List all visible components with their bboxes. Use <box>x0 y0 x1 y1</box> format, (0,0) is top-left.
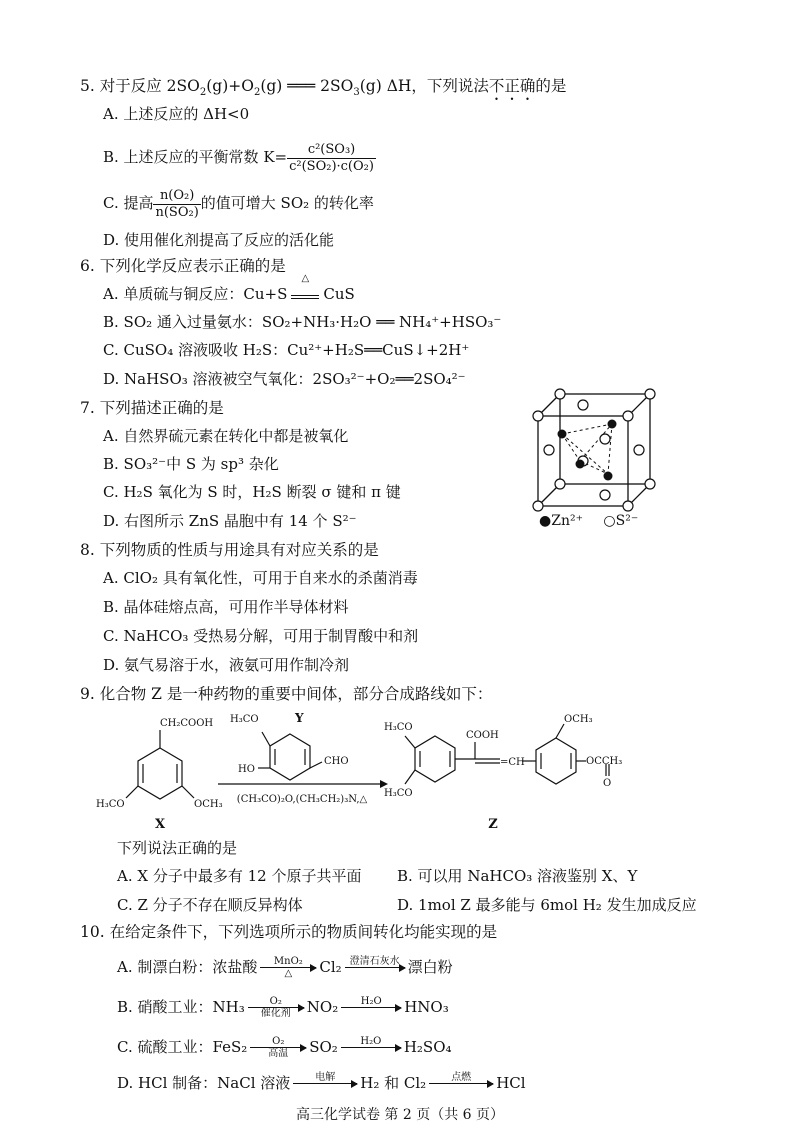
q9-option-d: D. 1mol Z 最多能与 6mol H₂ 发生加成反应 <box>397 896 697 914</box>
q10-b-arrow1 <box>248 996 304 1020</box>
q5-option-b <box>103 140 376 175</box>
q10-d-arrow2-condition: 点燃 <box>451 1072 472 1083</box>
compound-y-label: Y <box>295 711 304 725</box>
q7-option-b: B. SO₃²⁻中 S 为 sp³ 杂化 <box>103 455 279 473</box>
z-vinyl-ch: =CH <box>500 757 525 768</box>
q6-option-d: D. NaHSO₃ 溶液被空气氧化：2SO₃²⁻+O₂══2SO₄²⁻ <box>103 370 466 388</box>
q5-option-d: D. 使用催化剂提高了反应的活化能 <box>103 231 335 249</box>
zn-ion-atom <box>604 472 613 481</box>
s-ion-atom <box>634 445 644 455</box>
q10-d-product: HCl <box>496 1074 526 1092</box>
s-ion-atom <box>578 400 588 410</box>
s-ion-atom <box>533 501 543 511</box>
q10-a-intermediate: Cl₂ <box>319 958 342 976</box>
q5-ratio-numerator: n(O₂) <box>153 188 200 205</box>
q10-a-arrow1-reagent: MnO₂ <box>273 956 303 967</box>
q10-c-arrow2-reagent: H₂O <box>360 1036 382 1047</box>
y-benzene-ring <box>258 732 322 780</box>
q5-b-prefix: B. 上述反应的平衡常数 K= <box>103 148 288 166</box>
x-benzene-ring <box>126 730 194 799</box>
s-ion-atom <box>623 501 633 511</box>
q10-b-arrow1-condition: 催化剂 <box>260 1008 291 1019</box>
y-hydroxy-group: HO <box>238 764 255 775</box>
q10-b-arrow1-reagent: O₂ <box>269 996 282 1007</box>
q10-c-product: H₂SO₄ <box>403 1038 452 1056</box>
zn-legend-icon: ● <box>539 513 552 529</box>
q10-a-arrow1 <box>260 956 316 980</box>
q8-stem: 8. 下列物质的性质与用途具有对应关系的是 <box>80 541 379 559</box>
s-ion-atom <box>623 411 633 421</box>
q10-c-prefix: C. 硫酸工业：FeS₂ <box>117 1038 248 1056</box>
q6-a-product: CuS <box>323 285 355 303</box>
q8-option-d: D. 氨气易溶于水，液氨可用作制冷剂 <box>103 656 350 674</box>
q10-c-arrow1 <box>250 1036 306 1060</box>
q9-arrow-head <box>380 780 388 788</box>
q6-option-c: C. CuSO₄ 溶液吸收 H₂S：Cu²⁺+H₂S══CuS↓+2H⁺ <box>103 341 470 359</box>
q7-stem: 7. 下列描述正确的是 <box>80 399 224 417</box>
q10-d-arrow1-condition: 电解 <box>315 1072 336 1083</box>
q6-heat-condition <box>290 273 320 306</box>
s-ion-atom <box>533 411 543 421</box>
z-top-methoxy: H₃CO <box>384 722 413 733</box>
z-carbonyl-oxygen: O <box>603 778 612 789</box>
q5-stem-part: (g) ═══ 2SO <box>260 77 354 95</box>
s-ion-atom <box>555 389 565 399</box>
z-acetoxy-group: OCCH₃ <box>586 756 623 767</box>
q5-c-prefix: C. 提高 <box>103 194 154 212</box>
q10-b-prefix: B. 硝酸工业：NH₃ <box>117 998 245 1016</box>
q6-option-a <box>103 273 355 306</box>
s-ion-atom <box>600 490 610 500</box>
q10-d-arrow2 <box>429 1072 493 1096</box>
zn-ion-atom <box>576 460 585 469</box>
q9-option-b: B. 可以用 NaHCO₃ 溶液鉴别 X、Y <box>397 867 638 885</box>
q10-a-arrow1-condition: △ <box>284 968 293 979</box>
x-right-methoxy: OCH₃ <box>194 799 223 810</box>
q10-b-arrow2 <box>341 996 401 1020</box>
q6-a-prefix: A. 单质硫与铜反应：Cu+S <box>103 285 288 303</box>
q10-a-arrow2 <box>345 956 405 980</box>
q10-option-c <box>117 1036 452 1060</box>
zn-legend-label: Zn²⁺ <box>551 513 583 529</box>
zn-ion-atom <box>608 420 617 429</box>
q8-option-c: C. NaHCO₃ 受热易分解，可用于制胃酸中和剂 <box>103 627 419 645</box>
q10-c-arrow1-reagent: O₂ <box>272 1036 285 1047</box>
q5-option-c <box>103 186 374 221</box>
q10-a-arrow2-reagent: 澄清石灰水 <box>349 956 400 967</box>
s-ion-atom <box>645 479 655 489</box>
compound-z-label: Z <box>488 817 498 832</box>
q10-d-intermediate: H₂ 和 Cl₂ <box>360 1074 427 1092</box>
q5-negation-emphasis: 不正确 <box>488 77 536 95</box>
q10-option-d <box>117 1072 526 1096</box>
q10-a-prefix: A. 制漂白粉：浓盐酸 <box>117 958 258 976</box>
q5-ratio-denominator: n(SO₂) <box>155 204 199 220</box>
page-footer: 高三化学试卷 第 2 页（共 6 页） <box>295 1107 505 1123</box>
compound-x-label: X <box>154 817 166 832</box>
s-ion-atom <box>645 389 655 399</box>
q6-option-b: B. SO₂ 通入过量氨水：SO₂+NH₃·H₂O ══ NH₄⁺+HSO₃⁻ <box>103 313 502 331</box>
q5-k-numerator: c²(SO₃) <box>287 142 376 159</box>
q5-k-fraction <box>287 142 376 175</box>
s-ion-atom <box>544 445 554 455</box>
q9-stem: 9. 化合物 Z 是一种药物的重要中间体，部分合成路线如下： <box>80 685 493 703</box>
z-right-methoxy: OCH₃ <box>564 714 593 725</box>
q10-b-product: HNO₃ <box>404 998 449 1016</box>
y-aldehyde-group: CHO <box>324 756 349 767</box>
q9-option-a: A. X 分子中最多有 12 个原子共平面 <box>117 867 362 885</box>
q10-stem: 10. 在给定条件下，下列选项所示的物质间转化均能实现的是 <box>80 923 498 941</box>
q10-a-product: 漂白粉 <box>407 958 453 976</box>
q10-d-prefix: D. HCl 制备：NaCl 溶液 <box>117 1074 291 1092</box>
q10-b-intermediate: NO₂ <box>306 998 339 1016</box>
q8-option-a: A. ClO₂ 具有氧化性，可用于自来水的杀菌消毒 <box>103 569 418 587</box>
q10-option-b <box>117 996 449 1020</box>
s-legend-label: S²⁻ <box>615 513 639 529</box>
q5-stem: 5. 对于反应 $2SO_2(g)+O_2(g)$ ═══ $2SO_3(g)$ ΔH，下列说法不正确的是 <box>80 77 567 99</box>
q7-option-d: D. 右图所示 ZnS 晶胞中有 14 个 S²⁻ <box>103 512 357 530</box>
q10-c-arrow2 <box>341 1036 401 1060</box>
z-right-benzene-ring <box>522 724 609 784</box>
z-bottom-methoxy: H₃CO <box>384 788 413 799</box>
q5-option-a: A. 上述反应的 ΔH<0 <box>103 105 250 123</box>
q5-stem-part: 的是 <box>535 77 567 95</box>
q5-k-denominator: c²(SO₂)·c(O₂) <box>289 158 374 174</box>
x-ch2cooh-group: CH₂COOH <box>160 718 214 729</box>
s-ion-atom <box>555 479 565 489</box>
q7-option-a: A. 自然界硫元素在转化中都是被氧化 <box>103 427 349 445</box>
q10-option-a <box>117 956 453 980</box>
z-left-benzene-ring <box>405 736 500 784</box>
zns-legend <box>539 511 638 531</box>
q5-c-suffix: 的值可增大 SO₂ 的转化率 <box>200 194 374 212</box>
x-left-methoxy: H₃CO <box>96 799 125 810</box>
q5-stem-part: (g)+O <box>206 77 254 95</box>
y-methoxy-group: H₃CO <box>230 714 259 725</box>
q8-option-b: B. 晶体硅熔点高，可用作半导体材料 <box>103 598 349 616</box>
q7-option-c: C. H₂S 氧化为 S 时，H₂S 断裂 σ 键和 π 键 <box>103 483 401 501</box>
zn-ion-atom <box>558 430 567 439</box>
q10-d-arrow1 <box>293 1072 357 1096</box>
q9-sub-stem: 下列说法正确的是 <box>117 839 238 857</box>
q5-ratio-fraction <box>153 188 200 221</box>
q9-synthesis-scheme <box>90 706 730 836</box>
q9-reaction-conditions: (CH₃CO)₂O,(CH₃CH₂)₃N,△ <box>236 794 368 805</box>
q10-c-arrow1-condition: 高温 <box>268 1048 289 1059</box>
q6-stem: 6. 下列化学反应表示正确的是 <box>80 257 286 275</box>
q10-c-intermediate: SO₂ <box>309 1038 338 1056</box>
q5-stem-part: (g) ΔH，下列说法 <box>359 77 489 95</box>
q10-b-arrow2-reagent: H₂O <box>360 996 382 1007</box>
q6-heat-symbol: △ <box>301 273 310 284</box>
q9-option-c: C. Z 分子不存在顺反异构体 <box>117 896 303 914</box>
z-carboxyl-group: COOH <box>466 730 499 741</box>
s-legend-icon: ○ <box>603 513 616 529</box>
s-ion-atom <box>600 434 610 444</box>
q5-stem-part: 5. 对于反应 2SO <box>80 77 200 95</box>
